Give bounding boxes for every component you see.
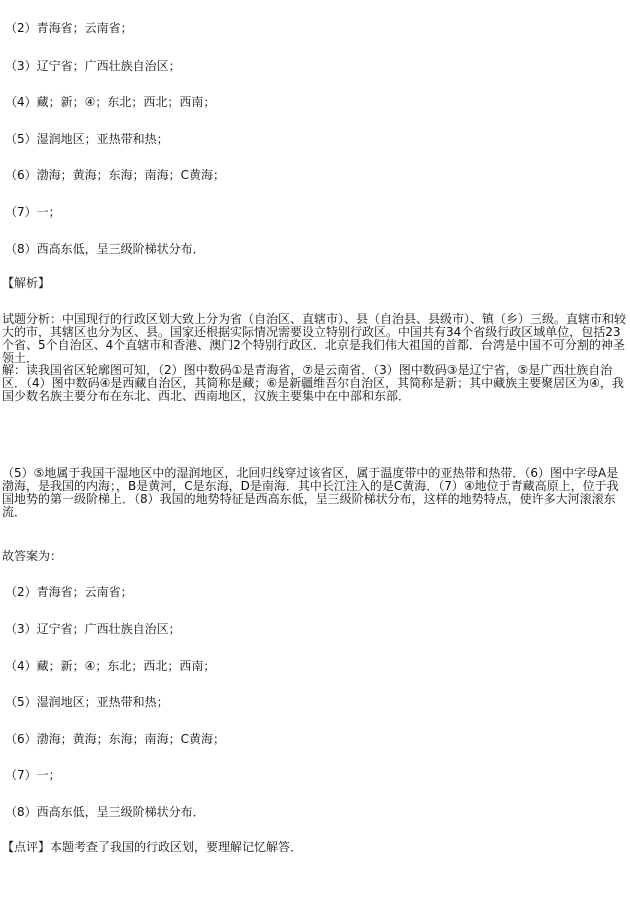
final-answer-line-3: （3）辽宁省；广西壮族自治区；	[5, 622, 181, 636]
answer-line-5: （5）湿润地区；亚热带和热；	[5, 132, 169, 146]
answer-line-6: （6）渤海；黄海；东海；南海；C黄海；	[5, 168, 226, 182]
analysis-heading: 【解析】	[2, 276, 51, 290]
analysis-more: （5）⑤地属于我国干湿地区中的湿润地区，北回归线穿过该省区，属于温度带中的亚热带和热带．（6）图中字母A是渤海，是我国的内海；，B是黄河，C是东海，D是南海．其中长江注入的是C黄海．（7）④地位于青藏高原上，位于我国地势的第一级阶梯上．（8）我国的地势特征是西高东低，呈三级阶梯状分布，这样的地势特点，使许多大河滚滚东流．	[2, 466, 619, 519]
answer-heading: 故答案为：	[2, 549, 63, 563]
analysis-solution: 解：读我国省区轮廓图可知，（2）图中数码①是青海省，⑦是云南省．（3）图中数码③是辽宁省，⑤是广西壮族自治区．（4）图中数码④是西藏自治区，其简称是藏；⑥是新疆维吾尔自治区，其简称是新；其中藏族主要聚居区为④，我国少数名族主要分布在东北、西北、西南地区，汉族主要集中在中部和东部．	[2, 363, 624, 403]
final-answer-line-4: （4）藏；新；④；东北；西北；西南；	[5, 659, 216, 673]
analysis-intro: 试题分析：中国现行的行政区划大致上分为省（自治区、直辖市）、县（自治县、县级市）、镇（乡）三级。直辖市和较大的市，其辖区也分为区、县。国家还根据实际情况需要设立特别行政区。中国共有34个省级行政区域单位，包括23个省、5个自治区、4个直辖市和香港、澳门2个特别行政区．北京是我们伟大祖国的首都．台湾是中国不可分割的神圣领土．	[2, 312, 627, 365]
final-answer-line-5: （5）湿润地区；亚热带和热；	[5, 695, 169, 709]
final-answer-line-8: （8）西高东低，呈三级阶梯状分布．	[5, 805, 205, 819]
final-answer-line-2: （2）青海省；云南省；	[5, 585, 133, 599]
comment: 【点评】本题考查了我国的行政区划，要理解记忆解答．	[2, 840, 303, 854]
final-answer-line-7: （7）一；	[5, 768, 61, 782]
answer-line-3: （3）辽宁省；广西壮族自治区；	[5, 59, 181, 73]
final-answer-line-6: （6）渤海；黄海；东海；南海；C黄海；	[5, 732, 226, 746]
answer-line-7: （7）一；	[5, 205, 61, 219]
answer-line-8: （8）西高东低，呈三级阶梯状分布．	[5, 242, 205, 256]
answer-line-2: （2）青海省；云南省；	[5, 21, 133, 35]
answer-line-4: （4）藏；新；④；东北；西北；西南；	[5, 95, 216, 109]
